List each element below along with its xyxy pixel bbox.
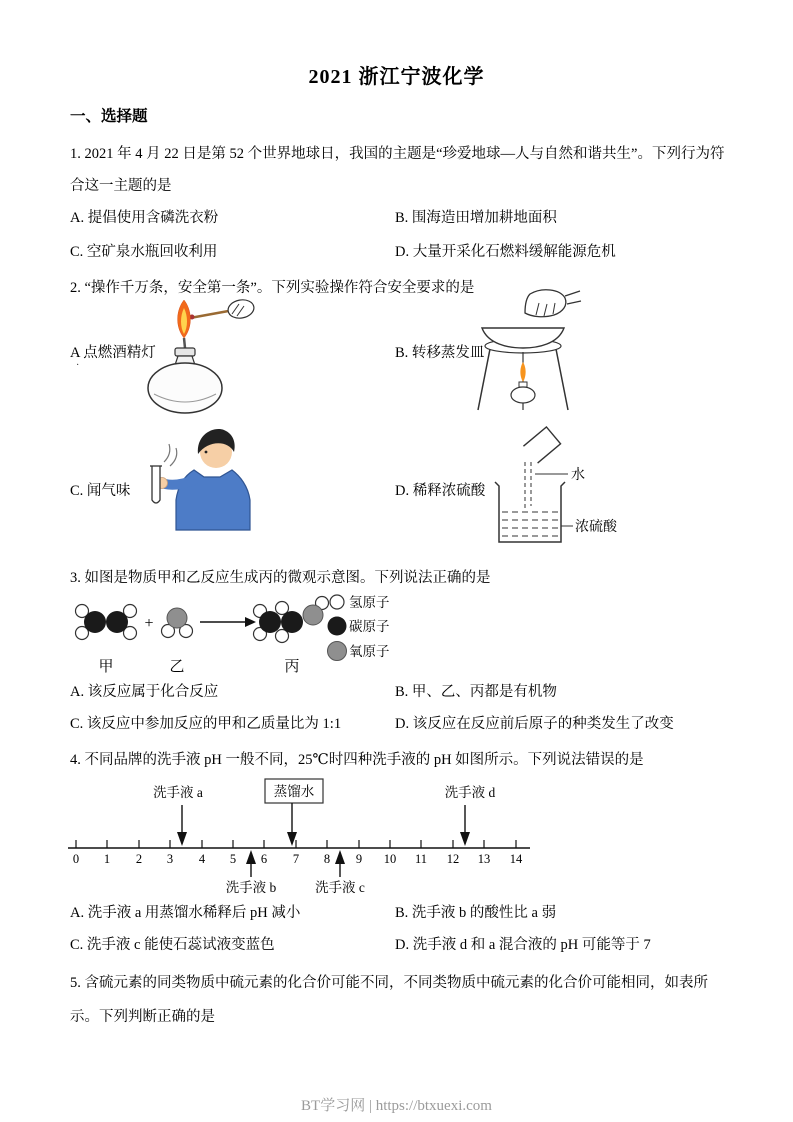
q2-option-c-label: C. 闻气味	[70, 483, 131, 499]
molecule-yi	[162, 608, 193, 638]
lamp-bulb	[148, 363, 222, 413]
q1-option-c: C. 空矿泉水瓶回收利用	[70, 244, 218, 260]
q2-stem: 2. “操作千万条，安全第一条”。下列实验操作符合安全要求的是	[70, 280, 475, 296]
site-watermark: BT学习网 | https://btxuexi.com	[301, 1098, 492, 1114]
svg-text:5: 5	[229, 852, 237, 866]
tripod-leg	[556, 349, 568, 410]
section-heading: 一、选择题	[70, 108, 148, 125]
smelling-gas-figure	[138, 424, 268, 530]
svg-text:12: 12	[446, 852, 460, 866]
arrowhead-icon	[245, 617, 256, 627]
stray-dot: ·	[76, 360, 80, 371]
legend-carbon: 碳原子	[349, 619, 390, 634]
svg-text:1: 1	[103, 852, 111, 866]
ph-scale-diagram	[68, 776, 543, 900]
q4-option-c: C. 洗手液 c 能使石蕊试液变蓝色	[70, 937, 275, 953]
molecule-jia	[76, 605, 137, 640]
label-yi: 乙	[169, 659, 185, 675]
oxygen-atom-icon	[328, 642, 347, 661]
q2-option-d-label: D. 稀释浓硫酸	[395, 483, 486, 499]
arrowhead-icon	[335, 850, 345, 864]
svg-text:9: 9	[355, 852, 363, 866]
svg-text:7: 7	[292, 852, 300, 866]
svg-text:13: 13	[477, 852, 491, 866]
svg-text:10: 10	[383, 852, 397, 866]
acid-label: 浓硫酸	[575, 520, 617, 535]
svg-text:14: 14	[509, 852, 523, 866]
arrowhead-icon	[246, 850, 256, 864]
q4-stem: 4. 不同品牌的洗手液 pH 一般不同，25℃时四种洗手液的 pH 如图所示。下列说法错误的是	[70, 752, 644, 768]
q4-option-a: A. 洗手液 a 用蒸馏水稀释后 pH 减小	[70, 905, 301, 921]
svg-text:0: 0	[72, 852, 80, 866]
label-bing: 丙	[284, 659, 300, 675]
dilute-acid-figure	[487, 426, 637, 548]
q1-stem: 1. 2021 年 4 月 22 日是第 52 个世界地球日，我国的主题是“珍爱地球—人与自然和谐共生”。下列行为符合这一主题的是	[70, 146, 725, 194]
svg-text:2: 2	[135, 852, 143, 866]
eye	[205, 451, 208, 454]
test-tube	[152, 466, 160, 503]
q3-option-c: C. 该反应中参加反应的甲和乙质量比为 1:1	[70, 716, 342, 732]
alcohol-lamp-figure	[138, 296, 263, 418]
flame-icon	[520, 362, 525, 382]
plus-sign: +	[144, 615, 154, 632]
match-stick	[190, 310, 234, 318]
reaction-diagram	[65, 590, 410, 676]
arm	[165, 480, 194, 485]
legend-hydrogen: 氢原子	[349, 595, 390, 610]
q1-option-b: B. 围海造田增加耕地面积	[395, 210, 557, 226]
q1-option-a: A. 提倡使用含磷洗衣粉	[70, 210, 219, 226]
svg-text:4: 4	[198, 852, 206, 866]
water-label: 水	[571, 468, 585, 483]
label-handwash-a: 洗手液 a	[153, 785, 203, 800]
pouring-beaker	[523, 427, 560, 463]
label-jia: 甲	[98, 659, 114, 675]
waft-lines	[164, 444, 177, 466]
tripod-leg	[478, 349, 490, 410]
arrowhead-icon	[460, 832, 470, 846]
tick-labels	[73, 852, 523, 866]
q3-option-b: B. 甲、乙、丙都是有机物	[395, 684, 557, 700]
axis-ticks	[76, 840, 516, 848]
burner	[511, 387, 535, 403]
q3-option-a: A. 该反应属于化合反应	[70, 684, 219, 700]
evaporating-dish-figure	[468, 288, 583, 413]
q4-option-b: B. 洗手液 b 的酸性比 a 弱	[395, 905, 557, 921]
q2-option-b-label: B. 转移蒸发皿	[395, 345, 485, 361]
atom-legend	[328, 595, 390, 661]
svg-text:6: 6	[260, 852, 268, 866]
label-handwash-d: 洗手液 d	[444, 785, 496, 800]
hand-icon	[525, 290, 566, 317]
legend-oxygen: 氧原子	[349, 644, 390, 659]
svg-text:8: 8	[323, 852, 331, 866]
q5-stem: 5. 含硫元素的同类物质中硫元素的化合价可能不同，不同类物质中硫元素的化合价可能相同，如表所示。下列判断正确的是	[70, 975, 708, 1025]
q1-option-d: D. 大量开采化石燃料缓解能源危机	[395, 244, 616, 260]
hand-icon	[227, 298, 256, 320]
label-handwash-b: 洗手液 b	[225, 880, 277, 895]
label-handwash-c: 洗手液 c	[315, 880, 365, 895]
page-title: 2021 浙江宁波化学	[308, 66, 485, 88]
svg-text:3: 3	[166, 852, 174, 866]
wick	[184, 338, 185, 348]
q3-option-d: D. 该反应在反应前后原子的种类发生了改变	[395, 716, 674, 732]
q3-stem: 3. 如图是物质甲和乙反应生成丙的微观示意图。下列说法正确的是	[70, 570, 491, 586]
carbon-atom-icon	[328, 617, 347, 636]
q2-option-a-label: A 点燃酒精灯	[70, 345, 156, 361]
svg-text:11: 11	[414, 852, 428, 866]
dish	[482, 328, 564, 348]
label-distilled-water: 蒸馏水	[273, 784, 315, 799]
q4-option-d: D. 洗手液 d 和 a 混合液的 pH 可能等于 7	[395, 937, 651, 953]
arrowhead-icon	[177, 832, 187, 846]
molecule-bing	[254, 597, 329, 643]
hydrogen-atom-icon	[330, 595, 344, 609]
